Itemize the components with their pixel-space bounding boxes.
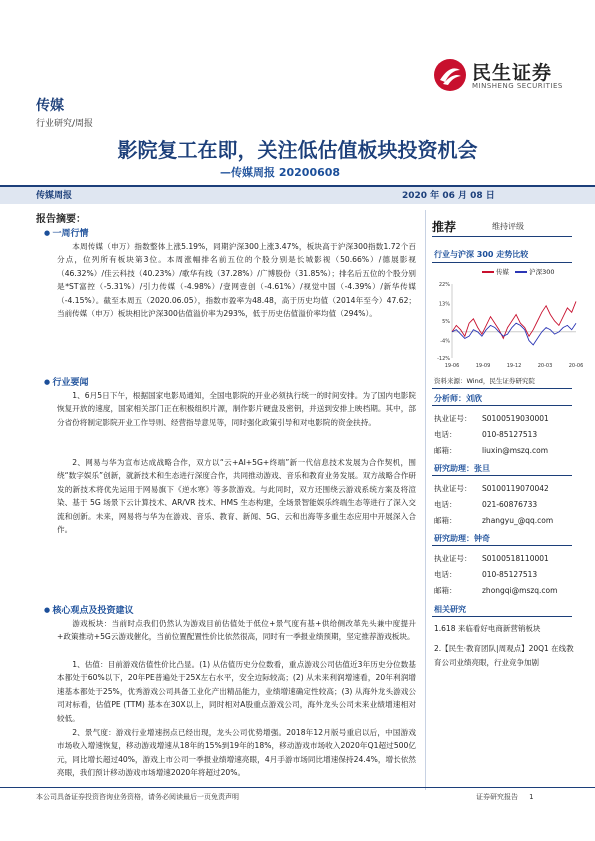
section-news-para-2: 2、网易与华为宣布达成战略合作，双方以“云+AI+5G+终端”新一代信息技术发展为合作契机，围绕“数字娱乐”创新，就新技术和生态进行深度合作，共同推动游戏、音乐和教育业务发展。双方战略合作研发的新技术将优先运用于网易旗下《逆水寒》等多款游戏。与此同时，双方还围绕云游戏系统方案及将渲染、基于 5G 场景下云计算技术、AR/VR 技术、HMS 生态构建，全场景智能娱乐终端生态等进行了深入交流和创新。未来，网易将与华为在游戏、音乐、教育、新闻、5G、云和出海等多重生态应用中开展深入合作。 [57,458,416,535]
analyst-contact-key: 执业证号： [434,414,472,423]
y-tick-label: 5% [442,319,450,325]
assistant2-contact-key: 电话： [434,570,457,579]
section-views-para-2: 1、估值：目前游戏估值性价比凸显。(1) 从估值历史分位数看，重点游戏公司估值近3年历史分位数基本都处于60%以下，20年PE普遍处于25X左右水平，安全边际较高；(2) 从未来利润增速看，20年利润增速基本都处于25%，优秀游戏公司具备工业化产出精品能力，业绩增速确定性较高；(3) 从海外龙头游戏公司对标看，估值PE (TTM) 基本在30X以上，同时相对A股重点游戏公司，海外龙头公司未来业绩增速相对较低。 [57,660,416,723]
assistant1-contact-row [434,513,574,529]
rating-divider [432,236,572,237]
rating-label: 推荐 [432,220,457,234]
rating-value: 维持评级 [492,222,524,231]
assistant2-contact-key: 执业证号： [434,554,472,563]
chart-legend [482,267,555,276]
section-heading-weekly: ● 一周行情 [44,226,89,239]
page-number: 1 [529,793,534,801]
assistant1-rule [432,475,572,476]
related-item-1[interactable]: 1.618 来临看好电商新营销板块 [434,624,541,633]
assistant1-contact-value[interactable]: zhangyu_@qq.com [482,516,554,525]
section-views-para-3: 2、景气度：游戏行业增速拐点已经出现，龙头公司优势增强。2018年12月版号重启以后，中国游戏市场收入增速恢复，移动游戏增速从18年的15%到19年的18%，移动游戏市场收入2020年Q1超过500亿元，同比增长超过40%，游戏上市公司一季报业绩增速亮眼，4月手游市场同比增速保持24.4%，增长依然亮眼，我们预计移动游戏市场增速2020年将超过20%。 [57,728,416,778]
sector-label: 传媒 [36,98,64,114]
related-item-2[interactable]: 2.【民生·教育团队|周观点】20Q1 在线教育公司业绩亮眼，行业竞争加剧 [434,644,574,667]
report-subtitle: —传媒周报 20200608 [220,166,341,179]
assistant2-contact-list [434,551,574,599]
assistant1-contact-value: 021-60876733 [482,500,538,509]
footer-report-label [476,792,534,802]
assistant1-contact-key: 执业证号： [434,484,472,493]
header-bar [0,185,595,204]
footer-report-type: 证券研究报告 [476,793,518,801]
assistant2-contact-value[interactable]: zhongqi@mszq.com [482,586,558,595]
minsheng-logo-icon [433,58,467,92]
section-heading-views: ● 核心观点及投资建议 [44,603,134,616]
section-news-para-1: 1、6月5日下午，根据国家电影局通知，全国电影院的开业必须执行统一的时间安排。为了国内电影院恢复开放的速度，国家相关部门正在积极组织片源，制作影片硬盘及密钥，并送到安排上映档期。其中，部分省份将制定影院开业工作导则、经营指导意见等，同时强化政策引导和对电影院的资金扶持。 [57,391,416,427]
legend-swatch-hs300 [515,271,527,273]
assistant1-contact-key: 电话： [434,500,457,509]
assistant2-contact-row [434,583,574,599]
related-rule [432,616,572,617]
y-tick-label: -4% [440,338,450,345]
trend-line-chart [432,278,584,372]
chart-source-rule [432,388,572,389]
brand-name-en: MINSHENG SECURITIES [472,82,563,90]
footer-rule [0,787,595,788]
analyst-contact-row [434,443,574,459]
y-tick-label: 22% [438,282,450,288]
analyst-contact-row [434,411,574,427]
assistant2-contact-value: 010-85127513 [482,570,538,579]
section-views-para-1: 游戏板块：当前时点我们仍然认为游戏目前估值处于低位+景气度有基+供给侧改革先头兼中度提升+政策推动+5G云游戏催化，当前位置配置性价比依然很高，同时有一季报业绩预期，坚定推荐游戏板块。 [57,619,416,642]
chart-title: 行业与沪深 300 走势比较 [434,250,529,259]
assistant1-contact-list [434,481,574,529]
chart-title-rule [432,262,572,263]
legend-swatch-media [482,271,494,273]
section-weekly-para: 本周传媒（申万）指数整体上涨5.19%，同期沪深300上涨3.47%，板块高于沪深300指数1.72个百分点，位列所有板块第3位。本周涨幅排名前五位的个股分别是长城影视（50.66%）/德展影视（46.32%）/佳云科技（40.23%）/歌华有线（37.28%）/广博股份（31.85%）；排名后五位的个股分别是*ST富控（-5.31%）/引力传媒（-4.98%）/壹网壹创（-4.61%）/视觉中国（-4.39%）/新华传媒（-4.15%）。截至本周五（2020.06.05），指数市盈率为48.48，高于历史均值（2014年至今）47.62；当前传媒（申万）板块相比沪深300估值溢价率为293%，低于历史估值溢价率均值（294%）。 [57,242,416,319]
assistant2-contact-value: S0100518110001 [482,554,549,563]
assistant2-contact-row [434,551,574,567]
y-tick-label: 13% [438,301,450,308]
analyst-contact-list [434,411,574,459]
report-title: 影院复工在即，关注低估值板块投资机会 [117,138,478,162]
analyst-rule [432,405,572,406]
assistant2-contact-row [434,567,574,583]
assistant1-label: 研究助理：张旦 [434,464,490,473]
assistant1-contact-row [434,497,574,513]
x-tick-label: 20-06 [568,363,584,369]
analyst-contact-value: S0100519030001 [482,414,549,423]
summary-heading: 报告摘要： [36,214,86,225]
header-bar-date: 2020 年 06 月 08 日 [402,191,495,201]
related-research-label: 相关研究 [434,605,466,614]
header-bar-left: 传媒周报 [36,191,73,201]
assistant1-contact-row [434,481,574,497]
y-tick-label: -12% [437,356,450,362]
series-line-hs300 [452,323,576,345]
brand-name-cn: 民生证券 [472,62,553,84]
analyst-contact-value[interactable]: liuxin@mszq.com [482,446,549,455]
legend-label-hs300: 沪深300 [529,268,555,276]
x-tick-label: 19-09 [475,363,491,369]
analyst-contact-row [434,427,574,443]
assistant2-rule [432,545,572,546]
assistant1-contact-value: S0100119070042 [482,484,549,493]
assistant2-label: 研究助理：钟奇 [434,534,490,543]
assistant1-contact-key: 邮箱： [434,516,457,525]
legend-label-media: 传媒 [496,268,509,276]
x-tick-label: 19-12 [506,363,522,369]
x-tick-label: 20-03 [537,363,553,369]
analyst-contact-key: 邮箱： [434,446,457,455]
chart-source: 资料来源：Wind，民生证券研究院 [434,377,535,385]
footer-disclaimer: 本公司具备证券投资咨询业务资格，请务必阅读最后一页免责声明 [36,793,239,801]
assistant2-contact-key: 邮箱： [434,586,457,595]
analyst-contact-key: 电话： [434,430,457,439]
analyst-contact-value: 010-85127513 [482,430,538,439]
x-tick-label: 19-06 [444,363,460,369]
analyst-label: 分析师：刘欣 [434,394,482,403]
section-heading-news: ● 行业要闻 [44,375,89,388]
column-divider [425,210,426,790]
doc-type-label: 行业研究/周报 [36,119,94,129]
